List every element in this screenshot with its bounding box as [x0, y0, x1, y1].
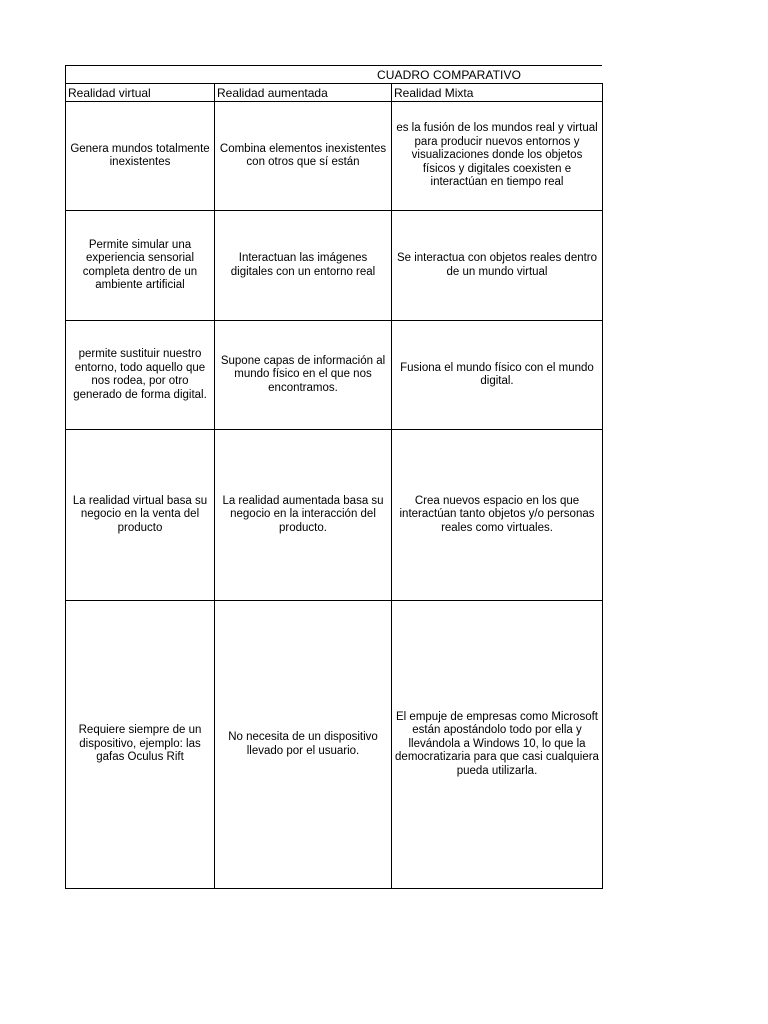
cell-virtual: Requiere siempre de un dispositivo, ejemplo: las gafas Oculus Rift — [66, 601, 215, 889]
cell-mixta: El empuje de empresas como Microsoft están apostándolo todo por ella y llevándola a Windows 10, lo que la democratizaria para que casi cualquiera pueda utilizarla. — [392, 601, 603, 889]
cell-virtual: Genera mundos totalmente inexistentes — [66, 102, 215, 211]
table-row — [66, 211, 603, 321]
cell-mixta: Se interactua con objetos reales dentro de un mundo virtual — [392, 211, 603, 321]
cell-virtual: permite sustituir nuestro entorno, todo aquello que nos rodea, por otro generado de forma digital. — [66, 321, 215, 430]
header-realidad-aumentada: Realidad aumentada — [215, 84, 392, 102]
header-row — [66, 84, 603, 102]
cell-aumentada: No necesita de un dispositivo llevado por el usuario. — [215, 601, 392, 889]
cell-mixta: Crea nuevos espacio en los que interactúan tanto objetos y/o personas reales como virtuales. — [392, 430, 603, 601]
table-row — [66, 601, 603, 889]
cell-aumentada: La realidad aumentada basa su negocio en la interacción del producto. — [215, 430, 392, 601]
table-row — [66, 430, 603, 601]
table-row — [66, 102, 603, 211]
comparison-table — [65, 83, 603, 889]
table-row — [66, 321, 603, 430]
cell-aumentada: Supone capas de información al mundo físico en el que nos encontramos. — [215, 321, 392, 430]
cell-virtual: Permite simular una experiencia sensorial completa dentro de un ambiente artificial — [66, 211, 215, 321]
comparison-sheet — [65, 65, 602, 889]
cell-mixta: Fusiona el mundo físico con el mundo digital. — [392, 321, 603, 430]
cell-mixta: es la fusión de los mundos real y virtual para producir nuevos entornos y visualizaciones donde los objetos físicos y digitales coexisten e interactúan en tiempo real — [392, 102, 603, 211]
cell-aumentada: Interactuan las imágenes digitales con un entorno real — [215, 211, 392, 321]
table-title: CUADRO COMPARATIVO — [377, 68, 522, 82]
cell-aumentada: Combina elementos inexistentes con otros que sí están — [215, 102, 392, 211]
header-realidad-virtual: Realidad virtual — [66, 84, 215, 102]
title-row — [65, 65, 602, 83]
cell-virtual: La realidad virtual basa su negocio en la venta del producto — [66, 430, 215, 601]
header-realidad-mixta: Realidad Mixta — [392, 84, 603, 102]
